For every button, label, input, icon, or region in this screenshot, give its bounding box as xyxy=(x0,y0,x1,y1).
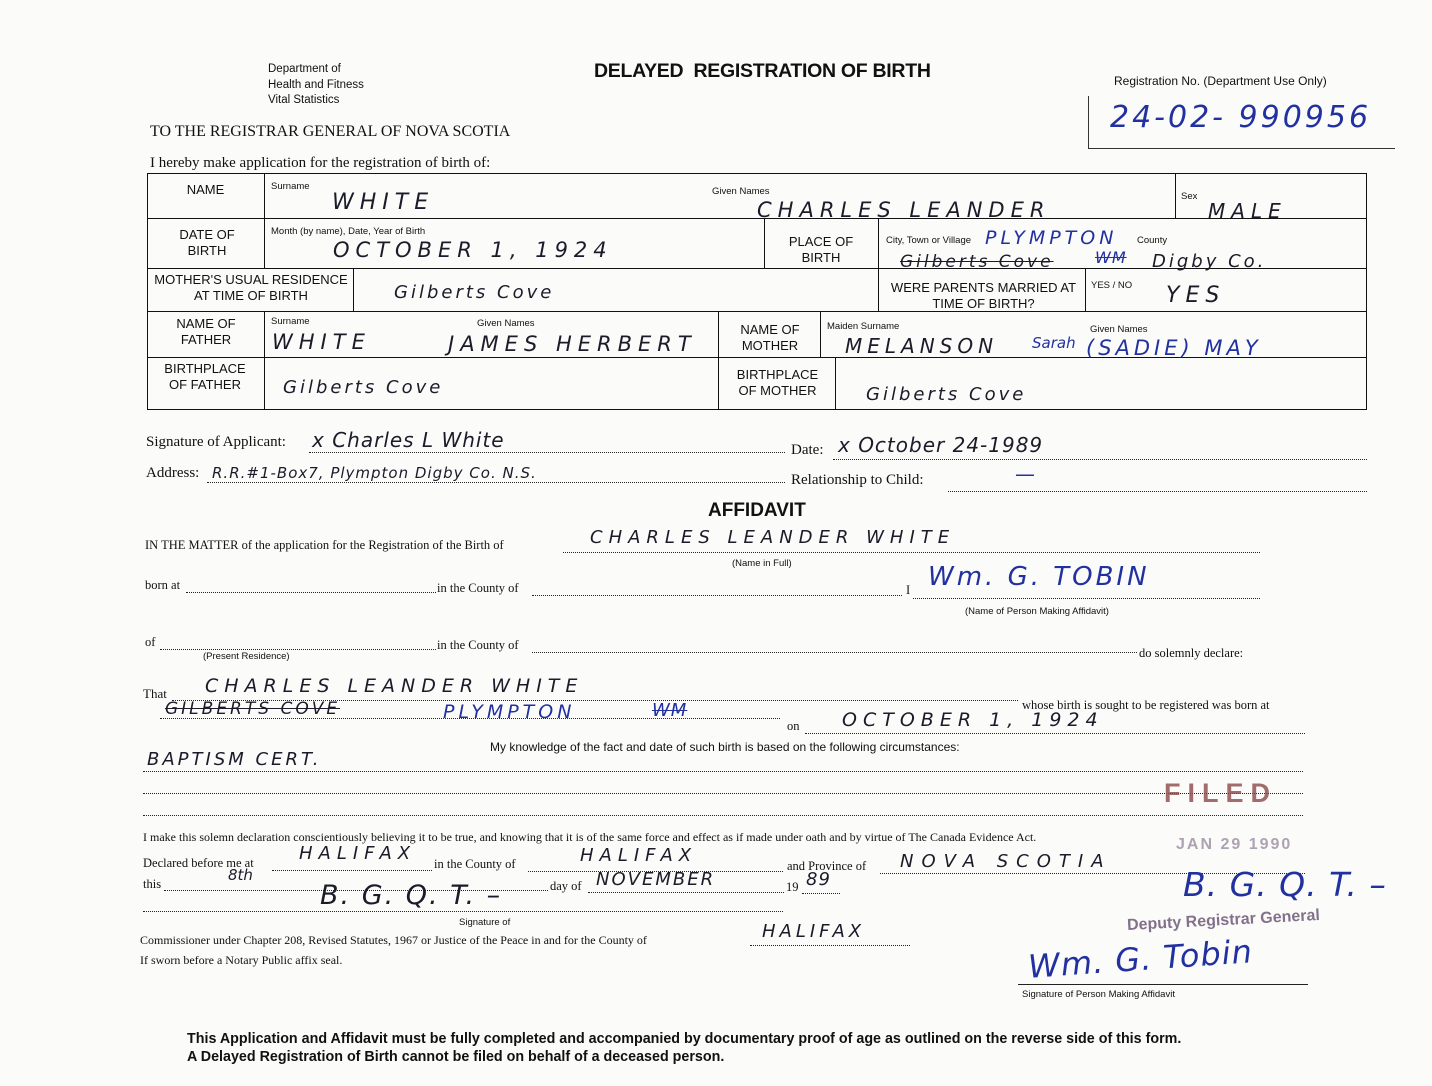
notary-text: If sworn before a Notary Public affix seal. xyxy=(140,953,343,967)
col-divider xyxy=(878,268,879,311)
county-of-label: in the County of xyxy=(437,581,519,595)
born-at-label: born at xyxy=(145,578,181,592)
given-names-label: Given Names xyxy=(712,186,770,197)
circumstance-line-3 xyxy=(143,815,1303,816)
affiant-name: Wm. G. TOBIN xyxy=(928,562,1150,592)
date-value: x October 24-1989 xyxy=(838,433,1044,457)
received-date-stamp: JAN 29 1990 xyxy=(1176,836,1293,853)
born-at-line xyxy=(186,592,436,593)
relationship-line xyxy=(948,491,1367,492)
county-value: Digby Co. xyxy=(1152,251,1267,272)
matter-text: IN THE MATTER of the application for the Registration of the Birth of xyxy=(145,538,504,552)
that-place-added: PLYMPTON xyxy=(443,701,576,723)
row-divider xyxy=(147,311,1367,312)
col-divider xyxy=(718,311,719,410)
pob-label: PLACE OF BIRTH xyxy=(788,234,854,265)
that-initials: WM xyxy=(652,700,688,721)
father-label: NAME OF FATHER xyxy=(176,316,236,347)
sex-label: Sex xyxy=(1181,191,1198,202)
col-divider xyxy=(835,357,836,410)
given-names-value: CHARLES LEANDER xyxy=(757,198,1051,222)
of-label: of xyxy=(145,635,156,649)
declared-label: Declared before me at xyxy=(143,856,254,870)
pob-sublabel: City, Town or Village xyxy=(886,235,972,246)
declared-county-label: in the County of xyxy=(434,857,516,871)
address-label: Address: xyxy=(146,465,200,481)
registration-number-label: Registration No. (Department Use Only) xyxy=(1114,74,1327,88)
col-divider xyxy=(764,218,765,268)
on-line xyxy=(805,733,1305,734)
name-label: NAME xyxy=(186,182,225,197)
day-value: 8th xyxy=(228,866,253,884)
date-line xyxy=(833,459,1367,460)
married-label: WERE PARENTS MARRIED AT TIME OF BIRTH? xyxy=(890,280,1077,311)
dept-line-3: Vital Statistics xyxy=(268,94,340,106)
matter-line xyxy=(563,552,1260,553)
year-value: 89 xyxy=(806,869,831,890)
dob-sublabel: Month (by name), Date, Year of Birth xyxy=(271,226,426,237)
affidavit-title: AFFIDAVIT xyxy=(708,500,806,521)
affiant-label: (Name of Person Making Affidavit) xyxy=(965,606,1109,617)
married-value: YES xyxy=(1166,283,1226,308)
col-divider xyxy=(264,173,265,218)
col-divider xyxy=(1175,173,1176,218)
application-line: I hereby make application for the registration of birth of: xyxy=(150,155,491,171)
yes-no-label: YES / NO xyxy=(1091,280,1133,291)
signature-of-label: Signature of xyxy=(459,917,511,928)
footer-line-1: This Application and Affidavit must be fully completed and accompanied by documentary proof of age as outlined on the reverse side of this form. xyxy=(187,1031,1182,1047)
declare-label: do solemnly declare: xyxy=(1139,646,1244,660)
father-given-label: Given Names xyxy=(477,318,535,329)
day-of-label: day of xyxy=(550,879,582,893)
birthplace-mother-label: BIRTHPLACE OF MOTHER xyxy=(736,367,819,398)
col-divider xyxy=(264,311,265,357)
dept-line-2: Health and Fitness xyxy=(268,78,364,91)
col-divider xyxy=(878,218,879,268)
relationship-label: Relationship to Child: xyxy=(791,472,924,488)
commissioner-county-value: HALIFAX xyxy=(762,921,866,942)
registrar-signature: B. G. Q. T. – xyxy=(1183,865,1387,904)
surname-label: Surname xyxy=(271,181,310,192)
address-line xyxy=(207,482,785,483)
commissioner-signature: B. G. Q. T. – xyxy=(320,880,503,911)
mother-residence-label: MOTHER'S USUAL RESIDENCE AT TIME OF BIRTH xyxy=(154,272,348,303)
father-surname-value: WHITE xyxy=(272,330,371,354)
this-label: this xyxy=(143,877,162,891)
of-line xyxy=(160,649,436,650)
circumstance-value: BAPTISM CERT. xyxy=(147,749,322,770)
on-date: OCTOBER 1, 1924 xyxy=(842,709,1104,731)
mother-given-label: Given Names xyxy=(1090,324,1148,335)
mother-residence-value: Gilberts Cove xyxy=(394,282,555,303)
county-of-label-2: in the County of xyxy=(437,638,519,652)
pob-initials: WM xyxy=(1095,248,1127,267)
affiant-line xyxy=(913,598,1260,599)
on-label: on xyxy=(787,719,800,733)
mother-given-added: Sarah xyxy=(1032,334,1076,352)
year-prefix: 19 xyxy=(786,880,799,894)
i-label: I xyxy=(906,583,911,597)
month-line xyxy=(588,892,784,893)
col-divider xyxy=(1085,268,1086,311)
mother-given-value: (SADIE) MAY xyxy=(1086,336,1262,360)
whose-birth-text: whose birth is sought to be registered was born at xyxy=(1022,698,1270,712)
circumstance-line-1 xyxy=(143,771,1303,772)
dob-value: OCTOBER 1, 1924 xyxy=(333,238,613,262)
declared-county-value: HALIFAX xyxy=(580,845,698,866)
pob-struck-value: Gilberts Cove xyxy=(900,252,1054,272)
footer-line-2: A Delayed Registration of Birth cannot be filed on behalf of a deceased person. xyxy=(187,1049,725,1065)
address-value: R.R.#1-Box7, Plympton Digby Co. N.S. xyxy=(212,464,537,482)
col-divider xyxy=(820,311,821,357)
mother-label: NAME OF MOTHER xyxy=(740,322,800,353)
commissioner-county-line xyxy=(750,945,910,946)
month-value: NOVEMBER xyxy=(596,869,716,890)
province-label: and Province of xyxy=(787,859,867,873)
affiant-signature: Wm. G. Tobin xyxy=(1026,932,1255,986)
sex-value: MALE xyxy=(1208,199,1287,223)
col-divider xyxy=(353,268,354,311)
col-divider xyxy=(264,357,265,410)
that-name: CHARLES LEANDER WHITE xyxy=(205,675,584,697)
to-registrar: TO THE REGISTRAR GENERAL OF NOVA SCOTIA xyxy=(150,123,511,140)
department-block xyxy=(268,62,364,109)
registration-number-value: 24-02- 990956 xyxy=(1110,100,1372,135)
relationship-value: — xyxy=(1015,462,1035,486)
mother-maiden-value: MELANSON xyxy=(845,334,999,358)
birthplace-father-label: BIRTHPLACE OF FATHER xyxy=(164,361,246,392)
commissioner-signature-line xyxy=(143,911,783,912)
filed-stamp: FILED xyxy=(1164,778,1277,808)
birthplace-father-value: Gilberts Cove xyxy=(283,377,444,398)
present-residence-label: (Present Residence) xyxy=(203,651,290,662)
surname-value: WHITE xyxy=(332,190,435,215)
col-divider xyxy=(264,218,265,268)
pob-added-value: PLYMPTON xyxy=(985,227,1118,249)
signature-applicant-label: Signature of Applicant: xyxy=(146,434,286,450)
province-value: NOVA SCOTIA xyxy=(900,851,1112,872)
county-of-line xyxy=(532,595,902,596)
declared-at-line xyxy=(272,870,432,871)
commissioner-text: Commissioner under Chapter 208, Revised Statutes, 1967 or Justice of the Peace in and for the County of xyxy=(140,933,647,947)
dept-line-1: Department of xyxy=(268,63,341,75)
county-of-line-2 xyxy=(532,652,1137,653)
circumstance-line-2 xyxy=(143,793,1303,794)
form-title: DELAYED REGISTRATION OF BIRTH xyxy=(594,60,931,82)
dob-label: DATE OF BIRTH xyxy=(179,227,235,258)
declared-at-value: HALIFAX xyxy=(299,843,417,864)
father-surname-label: Surname xyxy=(271,316,310,327)
knowledge-text: My knowledge of the fact and date of such birth is based on the following circumstances: xyxy=(490,740,960,754)
signature-applicant-value: x Charles L White xyxy=(312,428,505,452)
that-label: That xyxy=(143,686,167,701)
maiden-surname-label: Maiden Surname xyxy=(827,321,900,332)
solemn-text: I make this solemn declaration conscientiously believing it to be true, and knowing that it is of the same force and effect as if made under oath and by virtue of The Canada Evidence Act. xyxy=(143,830,1037,844)
birthplace-mother-value: Gilberts Cove xyxy=(866,384,1027,405)
matter-value: CHARLES LEANDER WHITE xyxy=(590,527,956,548)
father-given-value: JAMES HERBERT xyxy=(448,332,697,356)
that-place-struck: GILBERTS COVE xyxy=(165,699,341,719)
year-line xyxy=(802,893,840,894)
deputy-registrar-stamp: Deputy Registrar General xyxy=(1126,906,1321,935)
affiant-signature-line xyxy=(1018,984,1308,985)
county-label: County xyxy=(1137,235,1168,246)
date-label: Date: xyxy=(791,442,824,458)
affiant-signature-label: Signature of Person Making Affidavit xyxy=(1022,989,1175,1000)
name-in-full-label: (Name in Full) xyxy=(732,558,792,569)
signature-line xyxy=(309,452,785,453)
